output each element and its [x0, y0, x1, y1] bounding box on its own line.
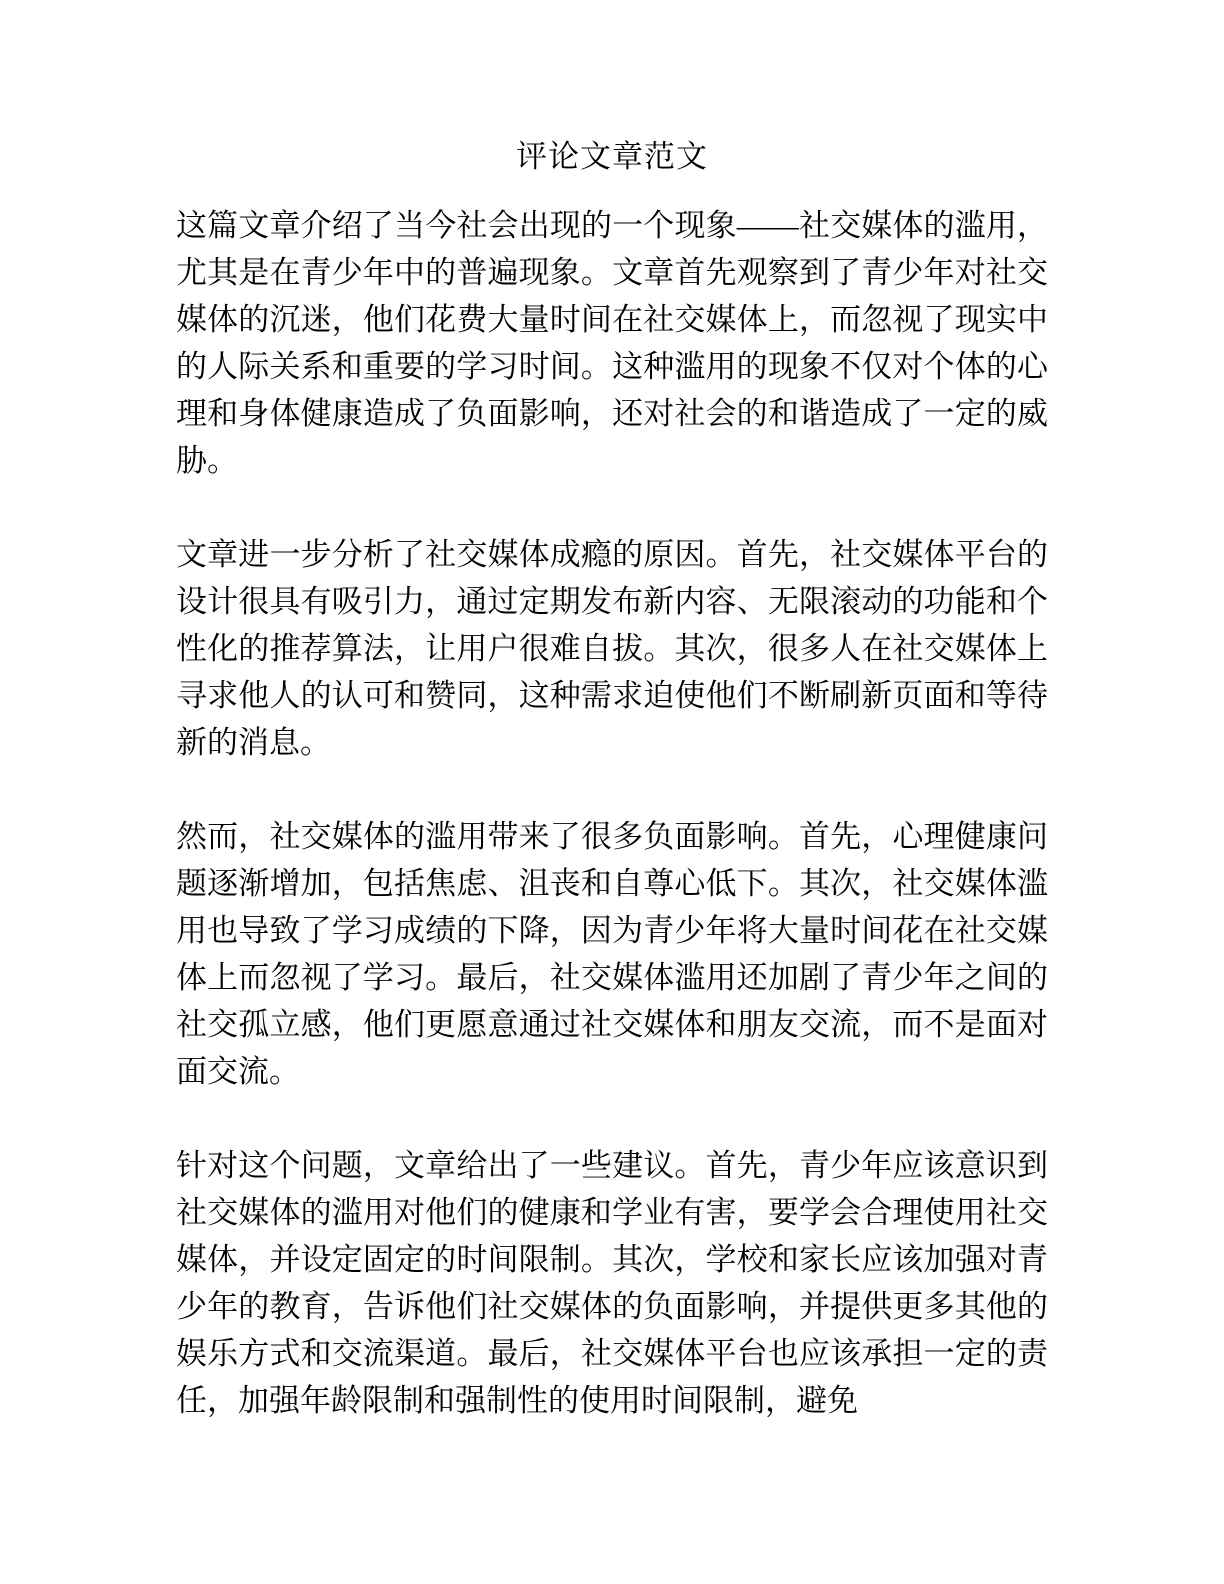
document-content	[176, 133, 1048, 1424]
document-title: 评论文章范文	[516, 139, 708, 174]
paragraph-3: 然而，社交媒体的滥用带来了很多负面影响。首先，心理健康问题逐渐增加，包括焦虑、沮丧和自尊心低下。其次，社交媒体滥用也导致了学习成绩的下降，因为青少年将大量时间花在社交媒体上而忽视了学习。最后，社交媒体滥用还加剧了青少年之间的社交孤立感，他们更愿意通过社交媒体和朋友交流，而不是面对面交流。	[176, 819, 1048, 1089]
paragraph-2: 文章进一步分析了社交媒体成瘾的原因。首先，社交媒体平台的设计很具有吸引力，通过定期发布新内容、无限滚动的功能和个性化的推荐算法，让用户很难自拔。其次，很多人在社交媒体上寻求他人的认可和赞同，这种需求迫使他们不断刷新页面和等待新的消息。	[176, 537, 1048, 760]
paragraph-4: 针对这个问题，文章给出了一些建议。首先，青少年应该意识到社交媒体的滥用对他们的健康和学业有害，要学会合理使用社交媒体，并设定固定的时间限制。其次，学校和家长应该加强对青少年的教育，告诉他们社交媒体的负面影响，并提供更多其他的娱乐方式和交流渠道。最后，社交媒体平台也应该承担一定的责任，加强年龄限制和强制性的使用时间限制，避免	[176, 1148, 1048, 1418]
paragraph-1: 这篇文章介绍了当今社会出现的一个现象——社交媒体的滥用，尤其是在青少年中的普遍现象。文章首先观察到了青少年对社交媒体的沉迷，他们花费大量时间在社交媒体上，而忽视了现实中的人际关系和重要的学习时间。这种滥用的现象不仅对个体的心理和身体健康造成了负面影响，还对社会的和谐造成了一定的威胁。	[176, 208, 1048, 478]
